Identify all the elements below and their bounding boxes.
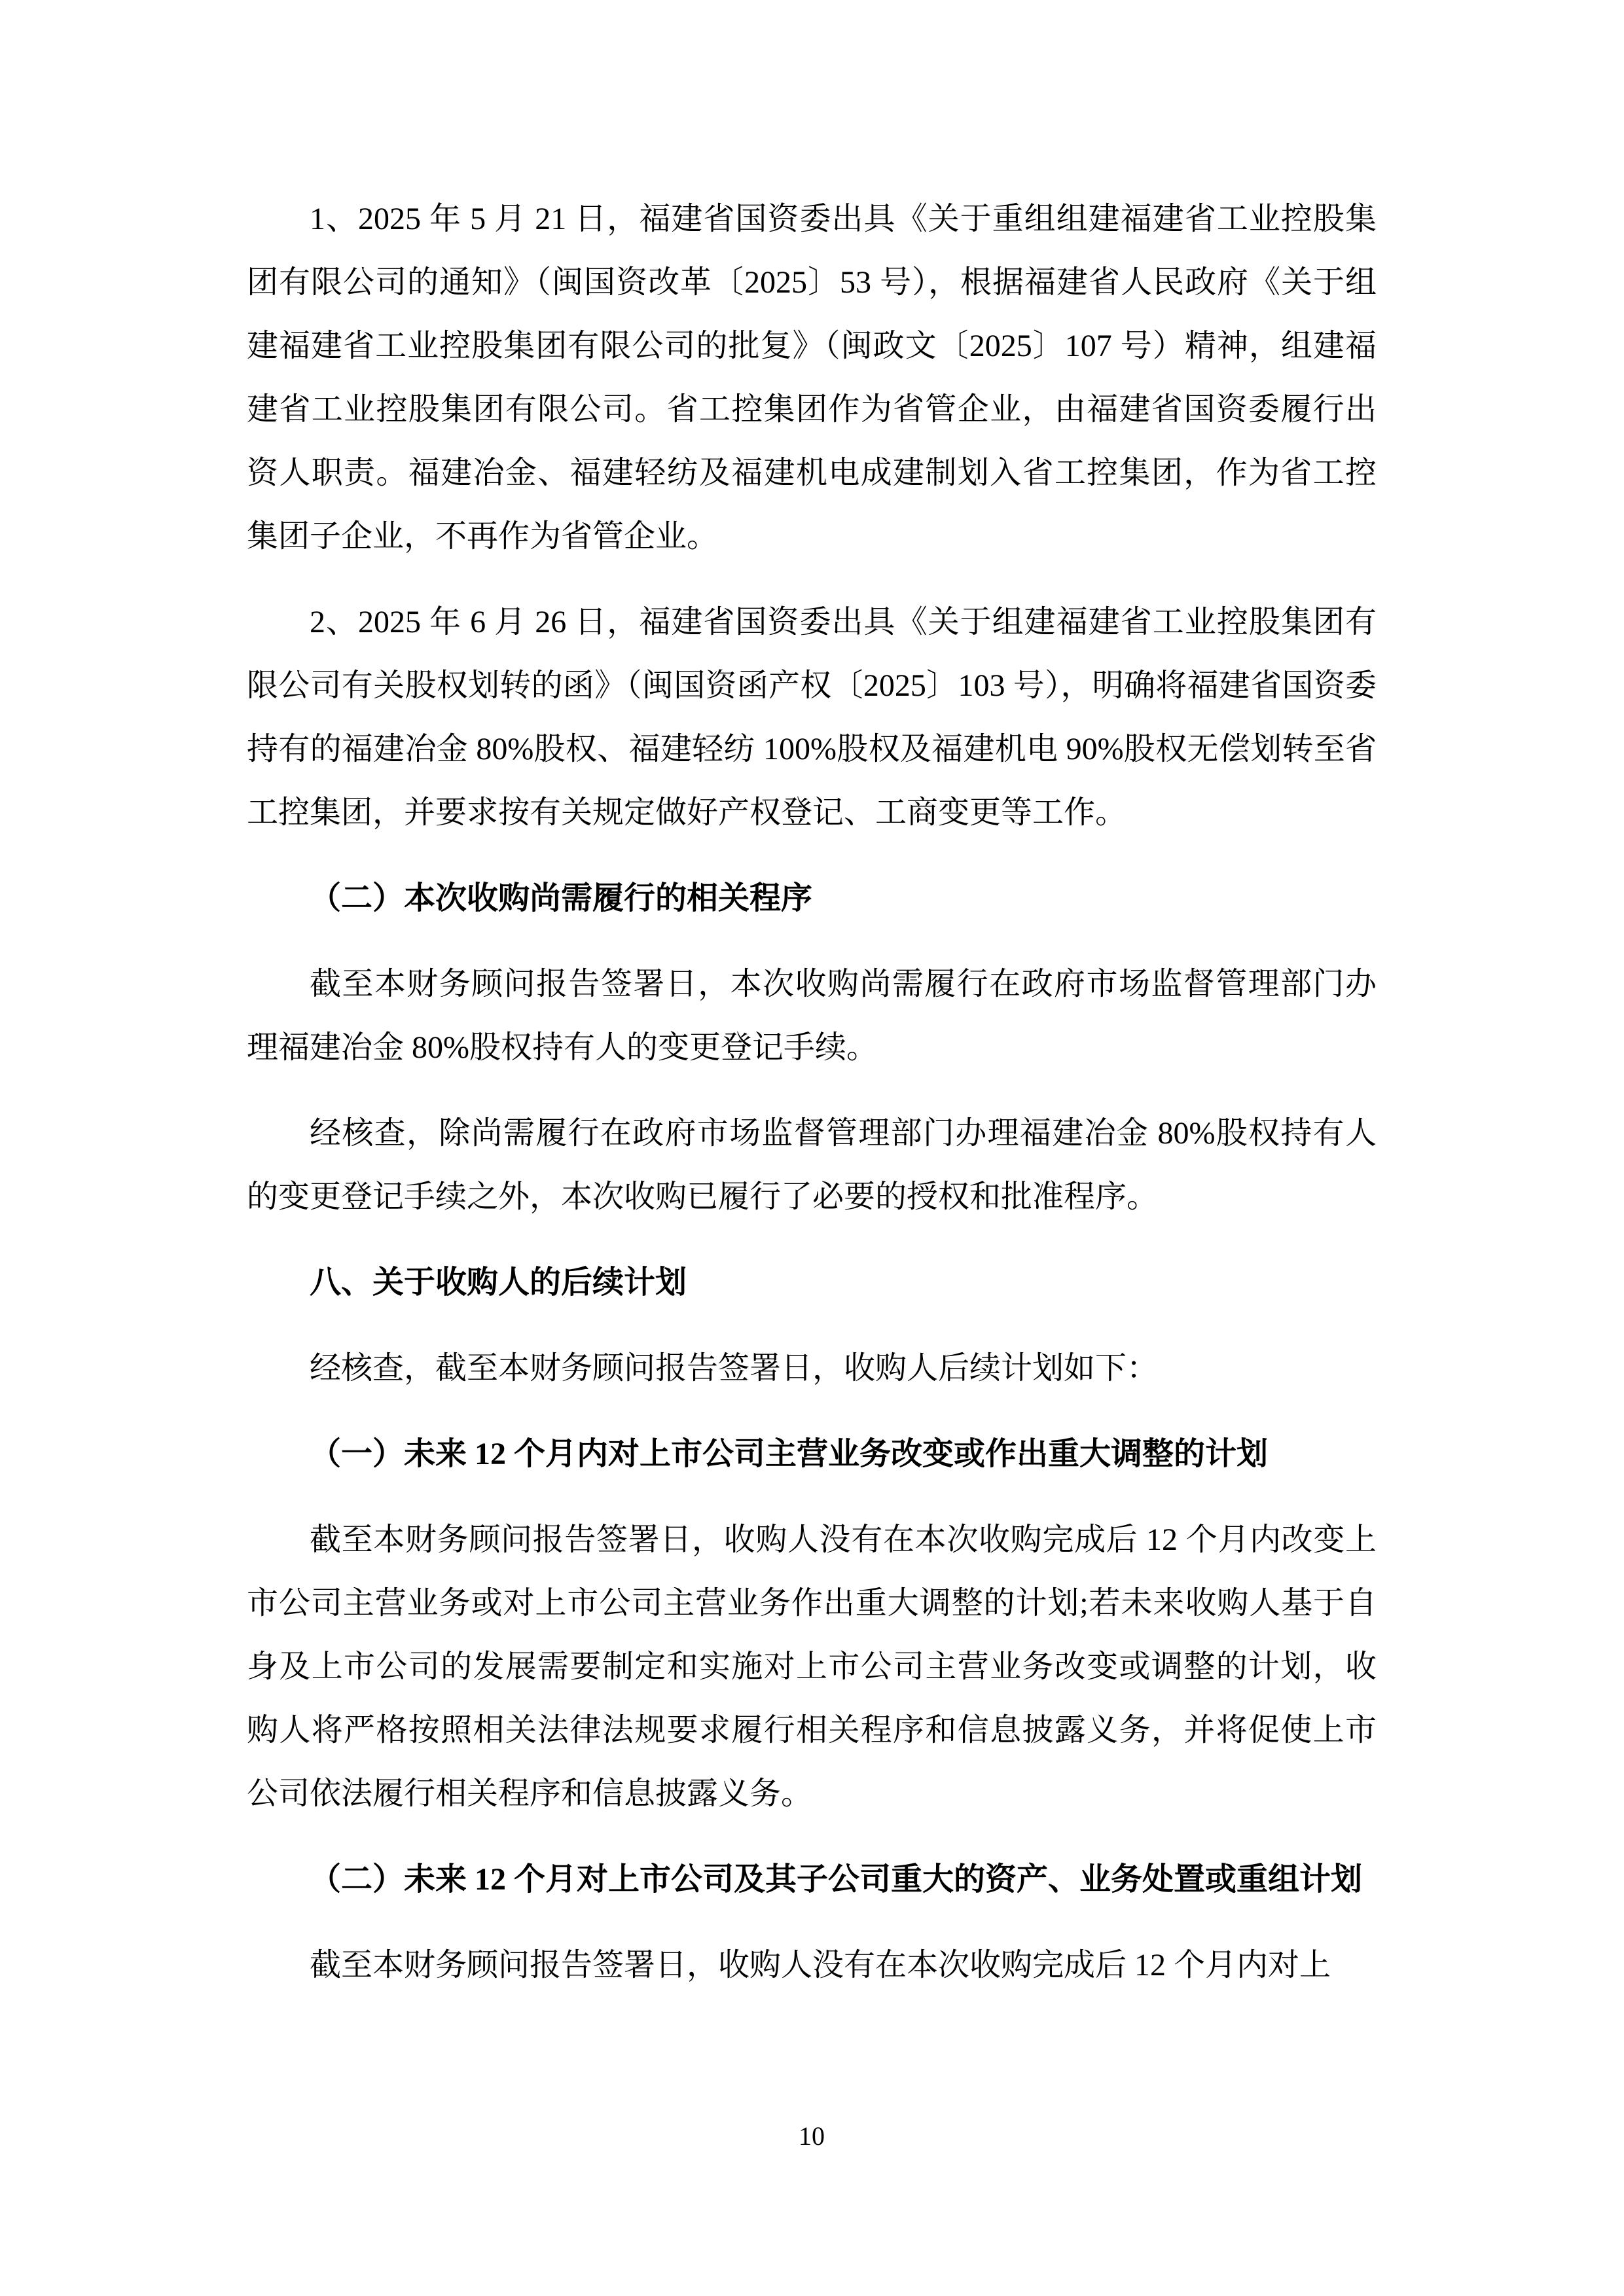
paragraph-7: 截至本财务顾问报告签署日，收购人没有在本次收购完成后 12 个月内对上 — [310, 1948, 1331, 1982]
page-content — [247, 0, 1377, 1997]
paragraph-5: 经核查，截至本财务顾问报告签署日，收购人后续计划如下： — [310, 1351, 1159, 1386]
paragraph-2: 2、2025 年 6 月 26 日，福建省国资委出具《关于组建福建省工业控股集团有限公司有关股权划转的函》（闽国资函产权〔2025〕103 号），明确将福建省国资委持有的福建冶金 80%股权、福建轻纺 100%股权及福建机电 90%股权无偿划转至省工控集团，并要求按有关规定做好产权登记、工商变更等工作。 — [247, 605, 1377, 830]
section-heading-procedures-pending: （二）本次收购尚需履行的相关程序 — [310, 881, 813, 916]
paragraph-4: 经核查，除尚需履行在政府市场监督管理部门办理福建冶金 80%股权持有人的变更登记手续之外，本次收购已履行了必要的授权和批准程序。 — [247, 1116, 1377, 1214]
subsection-heading-asset-disposal-restructuring-plan: （二）未来 12 个月对上市公司及其子公司重大的资产、业务处置或重组计划 — [310, 1862, 1363, 1897]
subsection-heading-main-business-change-plan: （一）未来 12 个月内对上市公司主营业务改变或作出重大调整的计划 — [310, 1437, 1269, 1471]
page-number: 10 — [799, 2121, 825, 2151]
section-heading-follow-up-plans: 八、关于收购人的后续计划 — [310, 1265, 687, 1300]
paragraph-1: 1、2025 年 5 月 21 日，福建省国资委出具《关于重组组建福建省工业控股集团有限公司的通知》（闽国资改革〔2025〕53 号），根据福建省人民政府《关于组建福建省工业控股集团有限公司的批复》（闽政文〔2025〕107 号）精神，组建福建省工业控股集团有限公司。省工控集团作为省管企业，由福建省国资委履行出资人职责。福建冶金、福建轻纺及福建机电成建制划入省工控集团，作为省工控集团子企业，不再作为省管企业。 — [247, 202, 1377, 554]
paragraph-3: 截至本财务顾问报告签署日，本次收购尚需履行在政府市场监督管理部门办理福建冶金 80%股权持有人的变更登记手续。 — [247, 967, 1377, 1065]
paragraph-6: 截至本财务顾问报告签署日，收购人没有在本次收购完成后 12 个月内改变上市公司主营业务或对上市公司主营业务作出重大调整的计划;若未来收购人基于自身及上市公司的发展需要制定和实施对上市公司主营业务改变或调整的计划，收购人将严格按照相关法律法规要求履行相关程序和信息披露义务，并将促使上市公司依法履行相关程序和信息披露义务。 — [247, 1522, 1377, 1811]
